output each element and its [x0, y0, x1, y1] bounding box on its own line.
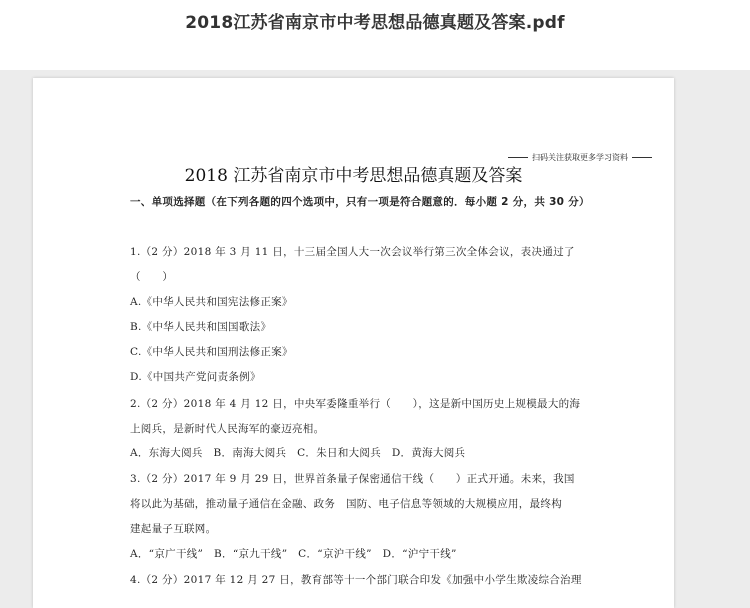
text-line: C.《中华人民共和国刑法修正案》 — [130, 346, 293, 358]
text-line: 将以此为基础，推动量子通信在金融、政务 国防、电子信息等领域的大规模应用，最终构 — [130, 498, 562, 510]
document-title: 2018 江苏省南京市中考思想品德真题及答案 — [184, 166, 523, 186]
text-line: A．“京广干线” B．“京九干线” C．“京沪干线” D．“沪宁干线” — [130, 548, 457, 560]
text-line: （ ） — [130, 271, 174, 283]
text-line: B.《中华人民共和国国歌法》 — [130, 321, 272, 333]
text-line: 2.（2 分）2018 年 4 月 12 日，中央军委隆重举行（ ），这是新中国历史上规模最大的海 — [130, 398, 581, 410]
text-line: 4.（2 分）2017 年 12 月 27 日，教育部等十一个部门联合印发《加强中小学生欺凌综合治理 — [130, 574, 582, 586]
text-line: 1.（2 分）2018 年 3 月 11 日，十三届全国人大一次会议举行第三次全体会议，表决通过了 — [130, 246, 575, 258]
promo-dash-left — [508, 157, 528, 158]
section-heading: 一、单项选择题（在下列各题的四个选项中，只有一项是符合题意的．每小题 2 分，共 30 分） — [130, 196, 590, 208]
viewer-toolbar — [0, 0, 750, 70]
text-line: 建起量子互联网。 — [130, 523, 217, 535]
promo-text: 扫码关注获取更多学习资料 — [532, 153, 628, 162]
text-line: 3.（2 分）2017 年 9 月 29 日，世界首条量子保密通信干线（ ）正式开通。未来，我国 — [130, 473, 575, 485]
text-line: 上阅兵，是新时代人民海军的豪迈亮相。 — [130, 423, 325, 435]
text-line: A.《中华人民共和国宪法修正案》 — [130, 296, 293, 308]
promo-dash-right — [632, 157, 652, 158]
file-name-title: 2018江苏省南京市中考思想品德真题及答案.pdf — [185, 13, 565, 33]
document-page[interactable] — [33, 78, 674, 608]
text-line: D.《中国共产党问责条例》 — [130, 371, 261, 383]
text-line: A．东海大阅兵 B．南海大阅兵 C．朱日和大阅兵 D．黄海大阅兵 — [130, 447, 466, 459]
